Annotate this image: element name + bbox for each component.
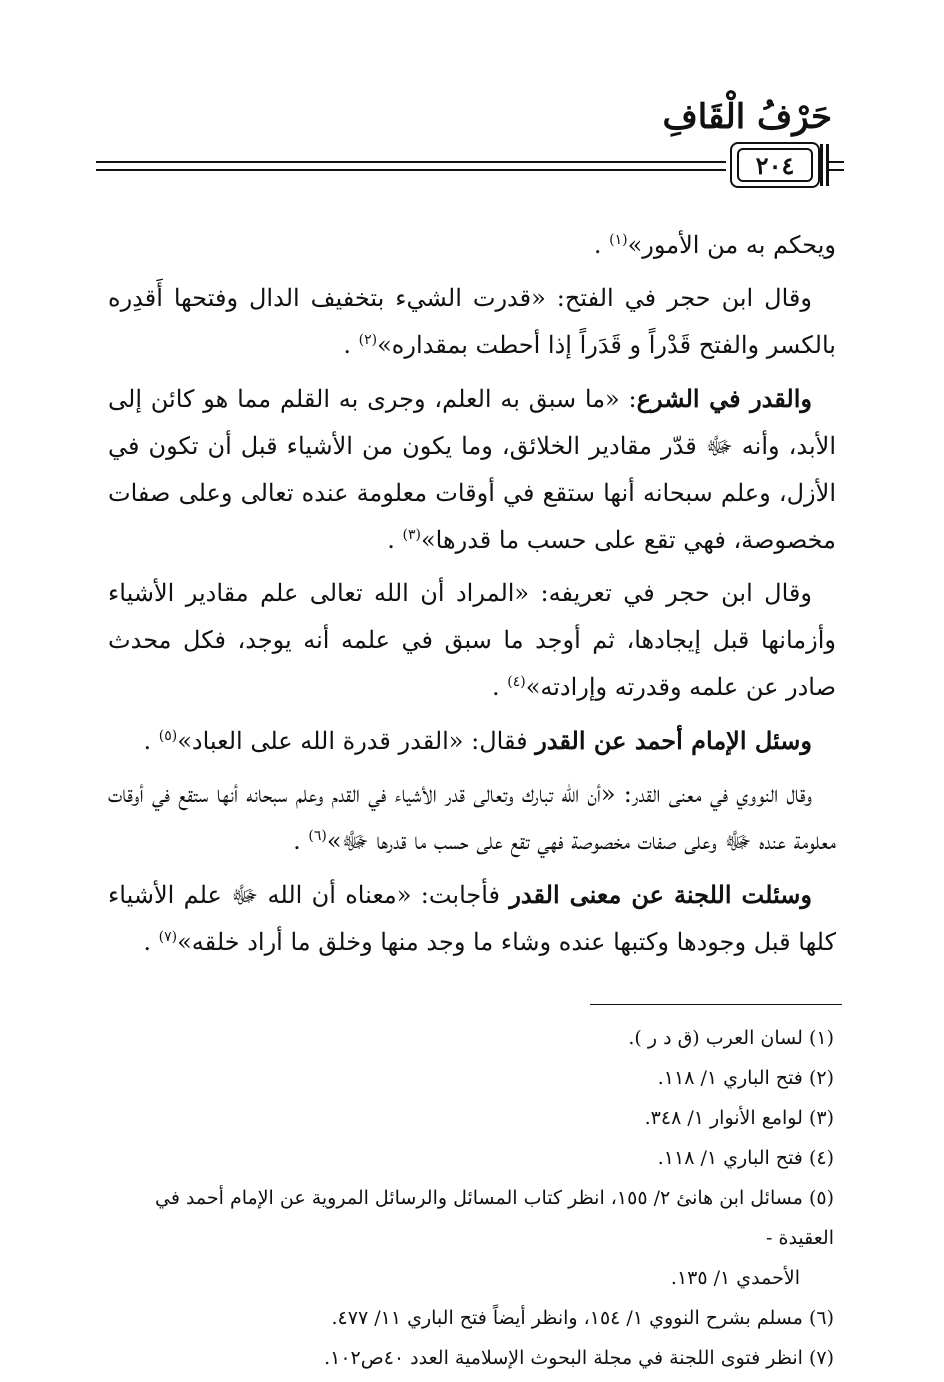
paragraph-6: وقال النووي في معنى القدر: «أن الله تبارك وتعالى قدر الأشياء في القدم وعلم سبحانه أنها ستقع في أوقات معلومة عنده ﷻ وعلى صفات مخصوصة فهي تقع على حسب ما قدرها ﷻ»$^{(٦)}$ . — [108, 780, 836, 855]
footnote-5: (٥) مسائل ابن هانئ ٢/ ١٥٥، انظر كتاب المسائل والرسائل المروية عن الإمام أحمد في العقيدة - — [155, 1187, 834, 1249]
footnote-ref-4: (٤) — [507, 674, 526, 690]
body-text — [108, 222, 836, 972]
footnote-7: (٧) انظر فتوى اللجنة في مجلة البحوث الإسلامية العدد ٤٠ص١٠٢. — [324, 1347, 834, 1369]
paragraph-lead: وسئلت اللجنة عن معنى القدر — [509, 880, 813, 909]
paragraph-5: وسئل الإمام أحمد عن القدر فقال: «القدر قدرة الله على العباد»$^{(٥)}$ . — [143, 726, 812, 755]
footnote-5-continuation: الأحمدي ١/ ١٣٥. — [670, 1267, 800, 1289]
header-short-line-top — [828, 161, 844, 163]
paragraph-3: والقدر في الشرع: «ما سبق به العلم، وجرى به القلم مما هو كائن إلى الأبد، وأنه ﷻ قدّر مقادير الخلائق، وما يكون من الأشياء قبل أن تكون في الأزل، وعلم سبحانه أنها ستقع في أوقات معلومة عنده تعالى وعلى صفات مخصوصة، فهي تقع على حسب ما قدرها»$^{(٣)}$ . — [108, 384, 836, 554]
footnote-2: (٢) فتح الباري ١/ ١١٨. — [657, 1067, 834, 1089]
paragraph-lead: وسئل الإمام أحمد عن القدر — [535, 726, 812, 755]
header-rule — [96, 142, 844, 192]
paragraph-4: وقال ابن حجر في تعريفه: «المراد أن الله تعالى علم مقادير الأشياء وأزمانها قبل إيجادها، ثم أوجد ما سبق في علمه أنه يوجد، فكل محدث صادر عن علمه وقدرته وإرادته»$^{(٤)}$ . — [108, 579, 836, 701]
footnote-ref-7: (٧) — [158, 929, 178, 945]
footnote-ref-2: (٢) — [358, 332, 378, 348]
paragraph-1: ويحكم به من الأمور»$^{(١)}$ . — [593, 231, 836, 259]
footnote-separator — [590, 1004, 842, 1005]
footnote-ref-1: (١) — [609, 232, 628, 248]
footnote-ref-3: (٣) — [402, 527, 421, 543]
paragraph-lead: والقدر في الشرع — [636, 384, 812, 413]
header-short-line-bottom — [828, 169, 844, 171]
chapter-title: حَرْفُ الْقَافِ — [662, 97, 832, 137]
paragraph-7: وسئلت اللجنة عن معنى القدر فأجابت: «معناه أن الله ﷻ علم الأشياء كلها قبل وجودها وكتبها عنده وشاء ما وجد منها وخلق ما أراد خلقه»$^{(٧)}$ . — [108, 880, 836, 956]
page-number: ٢٠٤ — [737, 148, 813, 182]
header-double-line-bottom — [96, 169, 726, 171]
header-double-line-top — [96, 161, 726, 163]
footnote-1: (١) لسان العرب (ق د ر ). — [628, 1027, 834, 1049]
footnotes — [108, 1018, 834, 1378]
header-bar-right — [826, 144, 829, 186]
footnote-4: (٤) فتح الباري ١/ ١١٨. — [657, 1147, 834, 1169]
footnote-3: (٣) لوامع الأنوار ١/ ٣٤٨. — [644, 1107, 834, 1129]
footnote-6: (٦) مسلم بشرح النووي ١/ ١٥٤، وانظر أيضاً فتح الباري ١١/ ٤٧٧. — [331, 1307, 834, 1329]
header-bar-left — [820, 144, 823, 186]
footnote-ref-6: (٦) — [308, 828, 327, 844]
page-number-box — [730, 142, 820, 188]
paragraph-2: وقال ابن حجر في الفتح: «قدرت الشيء بتخفيف الدال وفتحها أَقدِره بالكسر والفتح قَدْراً و قَدَراً إذا أحطت بمقداره»$^{(٢)}$ . — [108, 284, 836, 359]
footnote-ref-5: (٥) — [158, 728, 178, 744]
